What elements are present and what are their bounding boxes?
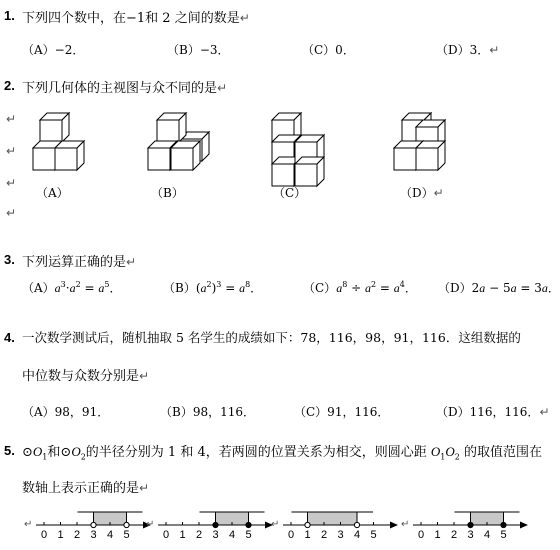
question-4-option-d-text: （D）116，116．	[436, 405, 540, 419]
tick-label: 0	[288, 529, 295, 541]
paragraph-mark-icon: ↵	[539, 405, 550, 419]
tick-label: 5	[245, 529, 252, 541]
math-var: a	[98, 281, 105, 295]
figure-d	[394, 113, 445, 170]
math-end: ．	[404, 281, 417, 295]
math-var: a	[510, 281, 517, 295]
tick-label: 0	[418, 529, 425, 541]
math-exp: 4	[399, 280, 405, 289]
tick-label: 1	[434, 529, 441, 541]
paragraph-mark-icon: ↵	[271, 519, 280, 530]
tick-label: 2	[196, 529, 203, 541]
tick-label: 4	[107, 529, 114, 541]
tick-label: 4	[229, 529, 236, 541]
tick-label: 3	[337, 529, 344, 541]
shaded-interval	[308, 512, 358, 525]
stem-text: 的取值范围在	[464, 445, 543, 460]
math-sub: 1	[440, 452, 446, 462]
paragraph-mark-icon: ↵	[6, 112, 17, 126]
question-1-option-d-text: （D）3．	[436, 43, 490, 57]
tick-label: 1	[57, 529, 64, 541]
question-3-stem-text: 下列运算正确的是	[22, 255, 127, 270]
question-5-stem-line2-text: 数轴上表示正确的是	[22, 481, 140, 496]
math-op: − 5	[485, 281, 511, 295]
paragraph-mark-icon: ↵	[6, 144, 17, 158]
tick-label: 3	[90, 529, 97, 541]
math-op: = 3	[516, 281, 542, 295]
stem-text: 的半径分别为 1 和 4，若两圆的位置关系为相交，则圆心距	[85, 445, 427, 460]
paragraph-mark-icon: ↵	[489, 43, 500, 57]
math-var: a	[541, 281, 548, 295]
tick-label: 2	[74, 529, 81, 541]
question-5-number: 5.	[4, 443, 15, 458]
option-label: （D）	[438, 281, 472, 295]
math-var: O	[445, 444, 455, 459]
math-op: =	[221, 281, 240, 295]
closed-endpoint	[213, 522, 218, 527]
open-endpoint	[354, 522, 359, 527]
math-var: O	[71, 444, 81, 459]
question-4-option-a: （A）98，91．	[22, 405, 110, 419]
solid-figures-drawing	[0, 100, 555, 180]
math-sub: 1	[42, 452, 48, 462]
question-3-stem	[22, 251, 136, 270]
question-2-number: 2.	[4, 78, 15, 93]
math-op: ·	[65, 281, 70, 295]
tick-label: 4	[354, 529, 361, 541]
math-sub: 2	[454, 452, 460, 462]
question-1-option-c: （C）0．	[302, 43, 355, 57]
question-1-option-a: （A）−2．	[22, 43, 85, 57]
math-exp: 5	[104, 280, 110, 289]
question-1-stem	[22, 7, 250, 26]
option-label: （A）	[22, 281, 55, 295]
question-3-option-a	[22, 279, 121, 296]
question-3-option-b	[163, 279, 262, 296]
question-2-label-a: （A）	[36, 186, 69, 200]
math-exp: 3	[60, 280, 66, 289]
question-2-stem-text: 下列几何体的主视图与众不同的是	[22, 81, 218, 96]
math-var: a	[479, 281, 486, 295]
closed-endpoint	[501, 522, 506, 527]
math-var: O	[32, 444, 43, 459]
paragraph-mark-icon: ↵	[433, 186, 444, 200]
paragraph-mark-icon: ↵	[146, 519, 155, 530]
question-4-option-d	[436, 403, 550, 420]
closed-endpoint	[468, 522, 473, 527]
math-exp: 8	[245, 280, 251, 289]
math-op: ÷	[347, 281, 365, 295]
math-op: =	[80, 281, 99, 295]
math-var: a	[393, 281, 400, 295]
tick-label: 5	[500, 529, 507, 541]
math-var: a	[200, 281, 207, 295]
paragraph-mark-icon: ↵	[6, 176, 17, 190]
math-exp: 2	[206, 280, 212, 289]
tick-label: 2	[321, 529, 328, 541]
math-var: a	[69, 281, 76, 295]
tick-label: 5	[370, 529, 377, 541]
question-2-label-d	[400, 184, 444, 201]
paragraph-mark-icon: ↵	[6, 206, 17, 220]
tick-label: 3	[467, 529, 474, 541]
paragraph-mark-icon: ↵	[139, 481, 150, 495]
math-exp: 8	[342, 280, 348, 289]
math-end: ．	[547, 281, 560, 295]
math-sub: 2	[80, 452, 86, 462]
question-2-label-d-text: （D）	[400, 186, 434, 200]
math-num: 2	[471, 281, 480, 295]
tick-label: 0	[41, 529, 48, 541]
question-2-label-b: （B）	[151, 186, 184, 200]
question-3-option-d	[438, 279, 560, 296]
tick-label: 3	[212, 529, 219, 541]
figure-b	[148, 113, 209, 170]
math-exp: 3	[216, 280, 222, 289]
paragraph-mark-icon: ↵	[239, 11, 250, 25]
math-end: ．	[109, 281, 122, 295]
circle-symbol: ⊙	[60, 445, 72, 460]
paragraph-mark-icon: ↵	[126, 255, 137, 269]
question-1-stem-text: 下列四个数中，在−1和 2 之间的数是	[22, 11, 240, 26]
tick-label: 1	[304, 529, 311, 541]
tick-label: 1	[179, 529, 186, 541]
question-4-option-c: （C）91，116．	[294, 405, 390, 419]
question-3-number: 3.	[4, 252, 15, 267]
number-line-arrow	[520, 522, 528, 529]
question-3-option-c	[303, 279, 417, 296]
math-exp: 2	[370, 280, 377, 289]
paragraph-mark-icon: ↵	[24, 519, 33, 530]
question-2-label-c: （C）	[273, 186, 307, 200]
paragraph-mark-icon: ↵	[139, 369, 150, 383]
closed-endpoint	[246, 522, 251, 527]
tick-label: 5	[123, 529, 130, 541]
stem-text: 和	[47, 445, 61, 460]
figure-a	[33, 113, 84, 170]
question-4-option-b: （B）98，116．	[160, 405, 255, 419]
question-5-stem-line2	[22, 477, 149, 496]
tick-label: 4	[484, 529, 491, 541]
number-line-arrow	[390, 522, 398, 529]
question-4-number: 4.	[4, 330, 15, 345]
paragraph-mark-icon: ↵	[217, 81, 228, 95]
tick-label: 0	[163, 529, 170, 541]
tick-label: 2	[451, 529, 458, 541]
circle-symbol: ⊙	[22, 445, 33, 460]
question-2-stem	[22, 77, 227, 96]
question-1-number: 1.	[4, 8, 15, 23]
question-4-stem-line2-text: 中位数与众数分别是	[22, 369, 140, 384]
math-op: )	[211, 281, 217, 295]
math-op: =	[376, 281, 394, 295]
option-label: （B）	[163, 281, 196, 295]
math-exp: 2	[75, 280, 81, 289]
math-end: ．	[250, 281, 263, 295]
question-4-stem-line2	[22, 365, 149, 384]
question-1-option-d	[436, 41, 499, 58]
open-endpoint	[91, 522, 96, 527]
math-var: a	[364, 281, 371, 295]
question-5-stem-line1	[22, 441, 542, 462]
math-var: O	[430, 444, 441, 459]
number-lines-drawing	[0, 500, 555, 550]
open-endpoint	[305, 522, 310, 527]
math-var: a	[336, 281, 343, 295]
question-1-option-b: （B）−3．	[167, 43, 230, 57]
math-op: (	[195, 281, 201, 295]
math-var: a	[54, 281, 61, 295]
open-endpoint	[124, 522, 129, 527]
figure-c	[272, 113, 324, 186]
question-4-stem-line1: 一次数学测试后，随机抽取 5 名学生的成绩如下：78，116，98，91，116．这组数据的	[22, 330, 521, 345]
option-label: （C）	[303, 281, 337, 295]
math-var: a	[239, 281, 246, 295]
paragraph-mark-icon: ↵	[401, 519, 410, 530]
